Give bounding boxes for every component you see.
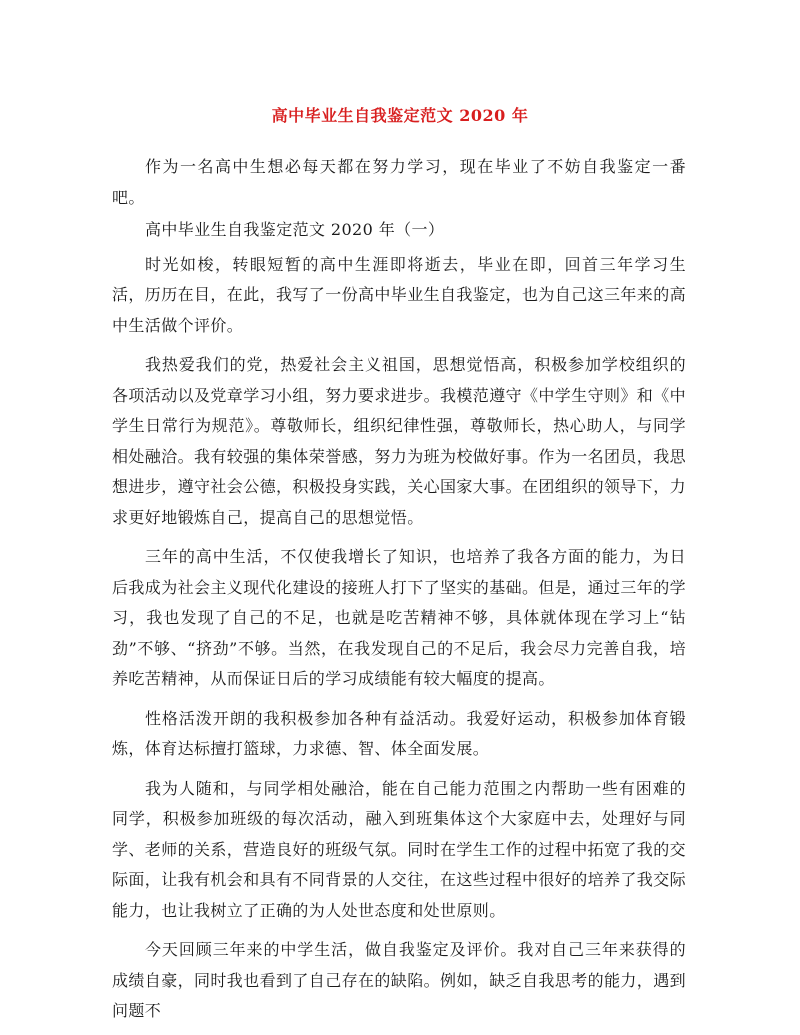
paragraph: 今天回顾三年来的中学生活，做自我鉴定及评价。我对自己三年来获得的成绩自豪，同时我也看到了自己存在的缺陷。例如，缺乏自我思考的能力，遇到问题不 bbox=[112, 940, 687, 1020]
paragraph: 性格活泼开朗的我积极参加各种有益活动。我爱好运动，积极参加体育锻炼，体育达标擅打篮球，力求德、智、体全面发展。 bbox=[112, 708, 686, 758]
paragraph-intro: 作为一名高中生想必每天都在努力学习，现在毕业了不妨自我鉴定一番吧。 bbox=[112, 157, 686, 207]
paragraph: 我热爱我们的党，热爱社会主义祖国，思想觉悟高，积极参加学校组织的各项活动以及党章学习小组，努力要求进步。我模范遵守《中学生守则》和《中学生日常行为规范》。尊敬师长，组织纪律性强，尊敬师长，热心助人，与同学相处融洽。我有较强的集体荣誉感，努力为班为校做好事。作为一名团员，我思想进步，遵守社会公德，积极投身实践，关心国家大事。在团组织的领导下，力求更好地锻炼自己，提高自己的思想觉悟。 bbox=[112, 355, 687, 527]
document-body bbox=[112, 152, 686, 1027]
paragraph: 三年的高中生活，不仅使我增长了知识，也培养了我各方面的能力，为日后我成为社会主义现代化建设的接班人打下了坚实的基础。但是，通过三年的学习，我也发现了自己的不足，也就是吃苦精神不够，具体就体现在学习上“钻劲”不够、“挤劲”不够。当然，在我发现自己的不足后，我会尽力完善自我，培养吃苦精神，从而保证日后的学习成绩能有较大幅度的提高。 bbox=[112, 547, 687, 688]
section-heading: 高中毕业生自我鉴定范文 2020 年（一） bbox=[145, 220, 445, 239]
paragraph: 时光如梭，转眼短暂的高中生涯即将逝去，毕业在即，回首三年学习生活，历历在目，在此，我写了一份高中毕业生自我鉴定，也为自己这三年来的高中生活做个评价。 bbox=[112, 254, 687, 335]
document-title: 高中毕业生自我鉴定范文 2020 年 bbox=[271, 106, 529, 125]
paragraph: 我为人随和，与同学相处融洽，能在自己能力范围之内帮助一些有困难的同学，积极参加班级的每次活动，融入到班集体这个大家庭中去，处理好与同学、老师的关系，营造良好的班级气氛。同时在学生工作的过程中拓宽了我的交际面，让我有机会和具有不同背景的人交往，在这些过程中很好的培养了我交际能力，也让我树立了正确的为人处世态度和处世原则。 bbox=[112, 778, 687, 920]
